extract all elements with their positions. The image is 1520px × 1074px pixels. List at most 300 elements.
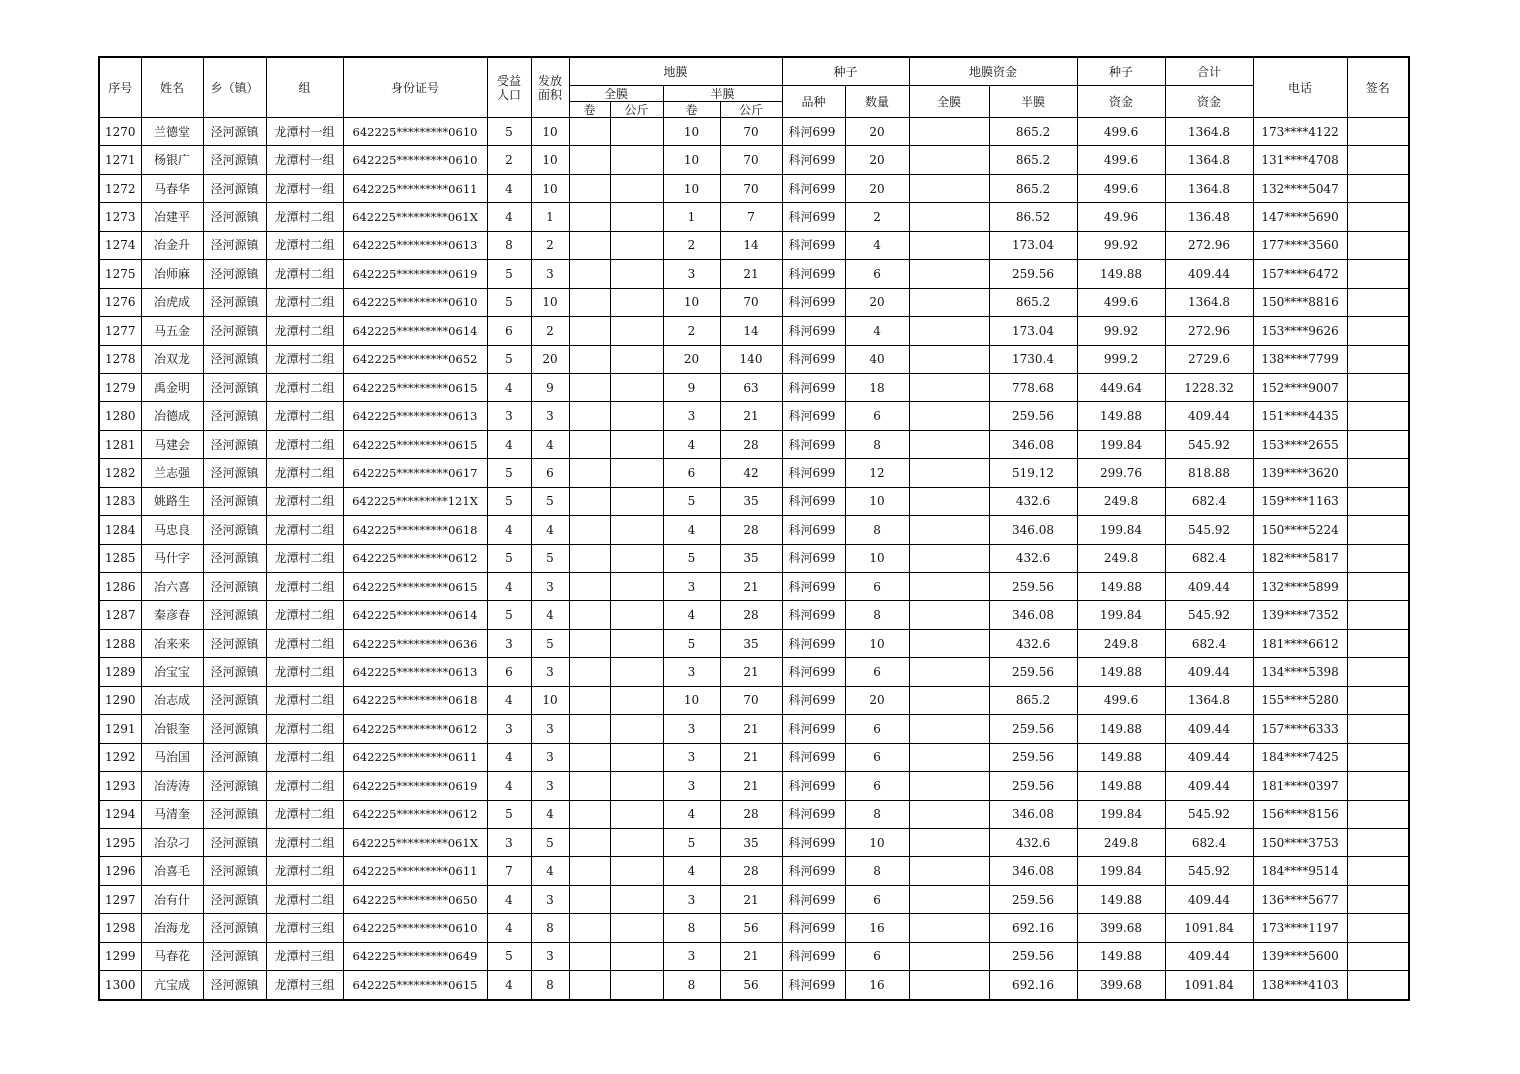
table-row xyxy=(99,658,1409,686)
id-number-cell: 642225*********0614 xyxy=(343,601,487,629)
total-funds-cell: 682.4 xyxy=(1165,629,1253,657)
seed-funds-cell: 249.8 xyxy=(1077,544,1165,572)
half-kg-cell: 70 xyxy=(720,288,782,316)
variety-cell: 科河699 xyxy=(782,317,845,345)
id-number-cell: 642225*********0636 xyxy=(343,629,487,657)
id-number-cell: 642225*********0615 xyxy=(343,430,487,458)
full-funds-cell xyxy=(909,658,989,686)
half-roll-cell: 4 xyxy=(663,857,720,885)
half-funds-cell: 692.16 xyxy=(989,914,1077,942)
half-funds-cell: 259.56 xyxy=(989,885,1077,913)
group-cell: 龙潭村二组 xyxy=(266,743,343,771)
seed-funds-cell: 149.88 xyxy=(1077,402,1165,430)
beneficiaries-cell: 5 xyxy=(487,345,531,373)
group-cell: 龙潭村二组 xyxy=(266,430,343,458)
group-cell: 龙潭村二组 xyxy=(266,885,343,913)
half-funds-cell: 86.52 xyxy=(989,203,1077,231)
phone-cell: 153****9626 xyxy=(1253,317,1347,345)
total-funds-cell: 1228.32 xyxy=(1165,373,1253,401)
id-number-cell: 642225*********0619 xyxy=(343,772,487,800)
half-roll-cell: 10 xyxy=(663,686,720,714)
seq-cell: 1295 xyxy=(99,828,141,856)
table-row xyxy=(99,317,1409,345)
township-cell: 泾河源镇 xyxy=(203,317,266,345)
seed-funds-cell: 99.92 xyxy=(1077,231,1165,259)
total-funds-cell: 1364.8 xyxy=(1165,686,1253,714)
signature-cell xyxy=(1347,601,1409,629)
total-funds-cell: 409.44 xyxy=(1165,573,1253,601)
half-roll-cell: 3 xyxy=(663,260,720,288)
seed-funds-cell: 499.6 xyxy=(1077,174,1165,202)
quantity-cell: 8 xyxy=(845,800,909,828)
header-funds-half: 半膜 xyxy=(989,86,1077,118)
area-cell: 10 xyxy=(531,288,569,316)
total-funds-cell: 272.96 xyxy=(1165,317,1253,345)
total-funds-cell: 545.92 xyxy=(1165,516,1253,544)
township-cell: 泾河源镇 xyxy=(203,487,266,515)
area-cell: 4 xyxy=(531,601,569,629)
name-cell: 马五金 xyxy=(141,317,203,345)
id-number-cell: 642225*********061X xyxy=(343,203,487,231)
table-row xyxy=(99,715,1409,743)
full-kg-cell xyxy=(610,203,663,231)
full-kg-cell xyxy=(610,828,663,856)
half-funds-cell: 865.2 xyxy=(989,174,1077,202)
area-cell: 20 xyxy=(531,345,569,373)
beneficiaries-cell: 5 xyxy=(487,260,531,288)
half-funds-cell: 259.56 xyxy=(989,658,1077,686)
beneficiaries-cell: 4 xyxy=(487,373,531,401)
full-funds-cell xyxy=(909,914,989,942)
full-funds-cell xyxy=(909,402,989,430)
seed-funds-cell: 199.84 xyxy=(1077,800,1165,828)
full-funds-cell xyxy=(909,828,989,856)
full-funds-cell xyxy=(909,459,989,487)
full-roll-cell xyxy=(569,573,610,601)
phone-cell: 139****5600 xyxy=(1253,942,1347,970)
group-cell: 龙潭村二组 xyxy=(266,317,343,345)
phone-cell: 182****5817 xyxy=(1253,544,1347,572)
half-funds-cell: 692.16 xyxy=(989,971,1077,1000)
name-cell: 马建会 xyxy=(141,430,203,458)
header-mulch-full: 全膜 xyxy=(569,86,663,102)
half-kg-cell: 7 xyxy=(720,203,782,231)
township-cell: 泾河源镇 xyxy=(203,402,266,430)
table-row xyxy=(99,629,1409,657)
header-total-funds: 资金 xyxy=(1165,86,1253,118)
full-roll-cell xyxy=(569,942,610,970)
township-cell: 泾河源镇 xyxy=(203,743,266,771)
area-cell: 10 xyxy=(531,146,569,174)
full-roll-cell xyxy=(569,800,610,828)
variety-cell: 科河699 xyxy=(782,373,845,401)
phone-cell: 155****5280 xyxy=(1253,686,1347,714)
variety-cell: 科河699 xyxy=(782,573,845,601)
half-kg-cell: 21 xyxy=(720,743,782,771)
seed-funds-cell: 399.68 xyxy=(1077,914,1165,942)
phone-cell: 131****4708 xyxy=(1253,146,1347,174)
half-kg-cell: 56 xyxy=(720,971,782,1000)
variety-cell: 科河699 xyxy=(782,203,845,231)
quantity-cell: 6 xyxy=(845,772,909,800)
quantity-cell: 12 xyxy=(845,459,909,487)
signature-cell xyxy=(1347,430,1409,458)
signature-cell xyxy=(1347,800,1409,828)
area-cell: 3 xyxy=(531,743,569,771)
table-row xyxy=(99,260,1409,288)
phone-cell: 156****8156 xyxy=(1253,800,1347,828)
seed-funds-cell: 149.88 xyxy=(1077,658,1165,686)
beneficiaries-cell: 6 xyxy=(487,317,531,345)
beneficiaries-cell: 5 xyxy=(487,288,531,316)
phone-cell: 132****5899 xyxy=(1253,573,1347,601)
half-kg-cell: 21 xyxy=(720,658,782,686)
variety-cell: 科河699 xyxy=(782,885,845,913)
quantity-cell: 2 xyxy=(845,203,909,231)
half-kg-cell: 56 xyxy=(720,914,782,942)
table-row xyxy=(99,743,1409,771)
signature-cell xyxy=(1347,174,1409,202)
full-roll-cell xyxy=(569,459,610,487)
header-seed-funds: 资金 xyxy=(1077,86,1165,118)
half-roll-cell: 2 xyxy=(663,317,720,345)
name-cell: 冶银奎 xyxy=(141,715,203,743)
half-funds-cell: 173.04 xyxy=(989,317,1077,345)
township-cell: 泾河源镇 xyxy=(203,658,266,686)
signature-cell xyxy=(1347,942,1409,970)
seed-funds-cell: 299.76 xyxy=(1077,459,1165,487)
full-kg-cell xyxy=(610,743,663,771)
table-row xyxy=(99,146,1409,174)
seed-funds-cell: 499.6 xyxy=(1077,686,1165,714)
table-row xyxy=(99,857,1409,885)
half-kg-cell: 28 xyxy=(720,857,782,885)
header-township: 乡（镇） xyxy=(203,57,266,118)
quantity-cell: 6 xyxy=(845,260,909,288)
seq-cell: 1278 xyxy=(99,345,141,373)
signature-cell xyxy=(1347,146,1409,174)
half-roll-cell: 3 xyxy=(663,402,720,430)
beneficiaries-cell: 7 xyxy=(487,857,531,885)
signature-cell xyxy=(1347,914,1409,942)
area-cell: 3 xyxy=(531,715,569,743)
beneficiaries-cell: 5 xyxy=(487,118,531,146)
header-area: 发放面积 xyxy=(531,57,569,118)
quantity-cell: 6 xyxy=(845,658,909,686)
area-cell: 4 xyxy=(531,800,569,828)
seq-cell: 1290 xyxy=(99,686,141,714)
full-kg-cell xyxy=(610,942,663,970)
half-funds-cell: 259.56 xyxy=(989,260,1077,288)
total-funds-cell: 409.44 xyxy=(1165,260,1253,288)
signature-cell xyxy=(1347,317,1409,345)
variety-cell: 科河699 xyxy=(782,942,845,970)
header-seed: 种子 xyxy=(782,57,909,86)
signature-cell xyxy=(1347,373,1409,401)
phone-cell: 181****6612 xyxy=(1253,629,1347,657)
full-kg-cell xyxy=(610,146,663,174)
full-funds-cell xyxy=(909,629,989,657)
total-funds-cell: 409.44 xyxy=(1165,402,1253,430)
half-roll-cell: 8 xyxy=(663,914,720,942)
name-cell: 杨银广 xyxy=(141,146,203,174)
name-cell: 姚路生 xyxy=(141,487,203,515)
group-cell: 龙潭村二组 xyxy=(266,772,343,800)
group-cell: 龙潭村一组 xyxy=(266,118,343,146)
quantity-cell: 16 xyxy=(845,914,909,942)
half-kg-cell: 70 xyxy=(720,686,782,714)
township-cell: 泾河源镇 xyxy=(203,573,266,601)
full-roll-cell xyxy=(569,715,610,743)
phone-cell: 138****7799 xyxy=(1253,345,1347,373)
seq-cell: 1300 xyxy=(99,971,141,1000)
half-roll-cell: 2 xyxy=(663,231,720,259)
header-total: 合计 xyxy=(1165,57,1253,86)
name-cell: 冶宝宝 xyxy=(141,658,203,686)
header-full-roll: 卷 xyxy=(569,102,610,118)
seq-cell: 1277 xyxy=(99,317,141,345)
total-funds-cell: 545.92 xyxy=(1165,430,1253,458)
full-roll-cell xyxy=(569,402,610,430)
header-mulch-funds: 地膜资金 xyxy=(909,57,1077,86)
half-roll-cell: 3 xyxy=(663,885,720,913)
half-kg-cell: 35 xyxy=(720,487,782,515)
full-roll-cell xyxy=(569,772,610,800)
quantity-cell: 20 xyxy=(845,146,909,174)
seq-cell: 1271 xyxy=(99,146,141,174)
full-kg-cell xyxy=(610,885,663,913)
quantity-cell: 20 xyxy=(845,288,909,316)
phone-cell: 184****7425 xyxy=(1253,743,1347,771)
full-funds-cell xyxy=(909,317,989,345)
name-cell: 亢宝成 xyxy=(141,971,203,1000)
variety-cell: 科河699 xyxy=(782,601,845,629)
quantity-cell: 8 xyxy=(845,601,909,629)
full-roll-cell xyxy=(569,231,610,259)
seq-cell: 1292 xyxy=(99,743,141,771)
half-kg-cell: 28 xyxy=(720,601,782,629)
township-cell: 泾河源镇 xyxy=(203,629,266,657)
seed-funds-cell: 149.88 xyxy=(1077,885,1165,913)
seed-funds-cell: 249.8 xyxy=(1077,828,1165,856)
area-cell: 1 xyxy=(531,203,569,231)
full-kg-cell xyxy=(610,658,663,686)
township-cell: 泾河源镇 xyxy=(203,459,266,487)
seed-funds-cell: 399.68 xyxy=(1077,971,1165,1000)
township-cell: 泾河源镇 xyxy=(203,373,266,401)
signature-cell xyxy=(1347,345,1409,373)
area-cell: 10 xyxy=(531,118,569,146)
seed-funds-cell: 199.84 xyxy=(1077,430,1165,458)
id-number-cell: 642225*********0615 xyxy=(343,573,487,601)
name-cell: 冶双龙 xyxy=(141,345,203,373)
table-row xyxy=(99,288,1409,316)
quantity-cell: 8 xyxy=(845,516,909,544)
full-funds-cell xyxy=(909,345,989,373)
id-number-cell: 642225*********0610 xyxy=(343,288,487,316)
full-funds-cell xyxy=(909,885,989,913)
half-funds-cell: 432.6 xyxy=(989,544,1077,572)
full-funds-cell xyxy=(909,260,989,288)
group-cell: 龙潭村二组 xyxy=(266,629,343,657)
half-funds-cell: 346.08 xyxy=(989,857,1077,885)
group-cell: 龙潭村二组 xyxy=(266,800,343,828)
full-funds-cell xyxy=(909,544,989,572)
half-kg-cell: 21 xyxy=(720,715,782,743)
phone-cell: 134****5398 xyxy=(1253,658,1347,686)
variety-cell: 科河699 xyxy=(782,430,845,458)
quantity-cell: 4 xyxy=(845,317,909,345)
phone-cell: 150****5224 xyxy=(1253,516,1347,544)
group-cell: 龙潭村二组 xyxy=(266,203,343,231)
seq-cell: 1299 xyxy=(99,942,141,970)
seq-cell: 1296 xyxy=(99,857,141,885)
full-kg-cell xyxy=(610,800,663,828)
beneficiaries-cell: 4 xyxy=(487,885,531,913)
signature-cell xyxy=(1347,715,1409,743)
table-row xyxy=(99,345,1409,373)
seed-funds-cell: 499.6 xyxy=(1077,288,1165,316)
half-roll-cell: 9 xyxy=(663,373,720,401)
signature-cell xyxy=(1347,885,1409,913)
quantity-cell: 4 xyxy=(845,231,909,259)
total-funds-cell: 545.92 xyxy=(1165,601,1253,629)
variety-cell: 科河699 xyxy=(782,544,845,572)
variety-cell: 科河699 xyxy=(782,516,845,544)
full-roll-cell xyxy=(569,828,610,856)
quantity-cell: 8 xyxy=(845,857,909,885)
beneficiaries-cell: 5 xyxy=(487,544,531,572)
group-cell: 龙潭村一组 xyxy=(266,174,343,202)
half-roll-cell: 3 xyxy=(663,715,720,743)
id-number-cell: 642225*********0613 xyxy=(343,231,487,259)
half-roll-cell: 10 xyxy=(663,146,720,174)
seq-cell: 1287 xyxy=(99,601,141,629)
variety-cell: 科河699 xyxy=(782,260,845,288)
half-funds-cell: 259.56 xyxy=(989,743,1077,771)
name-cell: 冶六喜 xyxy=(141,573,203,601)
seed-funds-cell: 999.2 xyxy=(1077,345,1165,373)
area-cell: 3 xyxy=(531,885,569,913)
half-roll-cell: 20 xyxy=(663,345,720,373)
beneficiaries-cell: 4 xyxy=(487,772,531,800)
full-kg-cell xyxy=(610,118,663,146)
name-cell: 冶喜毛 xyxy=(141,857,203,885)
table-row xyxy=(99,573,1409,601)
half-kg-cell: 140 xyxy=(720,345,782,373)
quantity-cell: 6 xyxy=(845,743,909,771)
quantity-cell: 6 xyxy=(845,885,909,913)
variety-cell: 科河699 xyxy=(782,971,845,1000)
id-number-cell: 642225*********0612 xyxy=(343,715,487,743)
half-kg-cell: 63 xyxy=(720,373,782,401)
group-cell: 龙潭村二组 xyxy=(266,402,343,430)
area-cell: 3 xyxy=(531,573,569,601)
full-roll-cell xyxy=(569,971,610,1000)
half-funds-cell: 865.2 xyxy=(989,118,1077,146)
signature-cell xyxy=(1347,402,1409,430)
half-roll-cell: 1 xyxy=(663,203,720,231)
seed-funds-cell: 149.88 xyxy=(1077,772,1165,800)
seq-cell: 1291 xyxy=(99,715,141,743)
half-kg-cell: 35 xyxy=(720,629,782,657)
township-cell: 泾河源镇 xyxy=(203,800,266,828)
seq-cell: 1298 xyxy=(99,914,141,942)
half-funds-cell: 432.6 xyxy=(989,487,1077,515)
full-funds-cell xyxy=(909,203,989,231)
half-funds-cell: 259.56 xyxy=(989,402,1077,430)
area-cell: 3 xyxy=(531,402,569,430)
half-roll-cell: 10 xyxy=(663,288,720,316)
signature-cell xyxy=(1347,487,1409,515)
full-kg-cell xyxy=(610,914,663,942)
total-funds-cell: 1091.84 xyxy=(1165,971,1253,1000)
half-roll-cell: 4 xyxy=(663,601,720,629)
full-funds-cell xyxy=(909,715,989,743)
area-cell: 2 xyxy=(531,317,569,345)
quantity-cell: 6 xyxy=(845,402,909,430)
name-cell: 马清奎 xyxy=(141,800,203,828)
id-number-cell: 642225*********0614 xyxy=(343,317,487,345)
header-half-roll: 卷 xyxy=(663,102,720,118)
quantity-cell: 20 xyxy=(845,686,909,714)
variety-cell: 科河699 xyxy=(782,772,845,800)
quantity-cell: 6 xyxy=(845,573,909,601)
township-cell: 泾河源镇 xyxy=(203,857,266,885)
phone-cell: 151****4435 xyxy=(1253,402,1347,430)
total-funds-cell: 1091.84 xyxy=(1165,914,1253,942)
full-funds-cell xyxy=(909,174,989,202)
seed-funds-cell: 149.88 xyxy=(1077,942,1165,970)
area-cell: 9 xyxy=(531,373,569,401)
id-number-cell: 642225*********0619 xyxy=(343,260,487,288)
signature-cell xyxy=(1347,459,1409,487)
full-kg-cell xyxy=(610,260,663,288)
half-funds-cell: 1730.4 xyxy=(989,345,1077,373)
group-cell: 龙潭村二组 xyxy=(266,231,343,259)
total-funds-cell: 682.4 xyxy=(1165,828,1253,856)
half-roll-cell: 5 xyxy=(663,828,720,856)
half-roll-cell: 8 xyxy=(663,971,720,1000)
table-row xyxy=(99,231,1409,259)
header-id-number: 身份证号 xyxy=(343,57,487,118)
area-cell: 4 xyxy=(531,857,569,885)
id-number-cell: 642225*********0615 xyxy=(343,373,487,401)
table-row xyxy=(99,516,1409,544)
township-cell: 泾河源镇 xyxy=(203,601,266,629)
id-number-cell: 642225*********0650 xyxy=(343,885,487,913)
variety-cell: 科河699 xyxy=(782,743,845,771)
township-cell: 泾河源镇 xyxy=(203,288,266,316)
area-cell: 8 xyxy=(531,971,569,1000)
group-cell: 龙潭村二组 xyxy=(266,459,343,487)
full-roll-cell xyxy=(569,885,610,913)
full-roll-cell xyxy=(569,487,610,515)
township-cell: 泾河源镇 xyxy=(203,971,266,1000)
half-kg-cell: 21 xyxy=(720,772,782,800)
name-cell: 禹金明 xyxy=(141,373,203,401)
full-kg-cell xyxy=(610,288,663,316)
total-funds-cell: 136.48 xyxy=(1165,203,1253,231)
full-funds-cell xyxy=(909,146,989,174)
township-cell: 泾河源镇 xyxy=(203,828,266,856)
signature-cell xyxy=(1347,629,1409,657)
table-row xyxy=(99,772,1409,800)
half-funds-cell: 259.56 xyxy=(989,573,1077,601)
table-row xyxy=(99,430,1409,458)
table-row xyxy=(99,885,1409,913)
group-cell: 龙潭村二组 xyxy=(266,288,343,316)
